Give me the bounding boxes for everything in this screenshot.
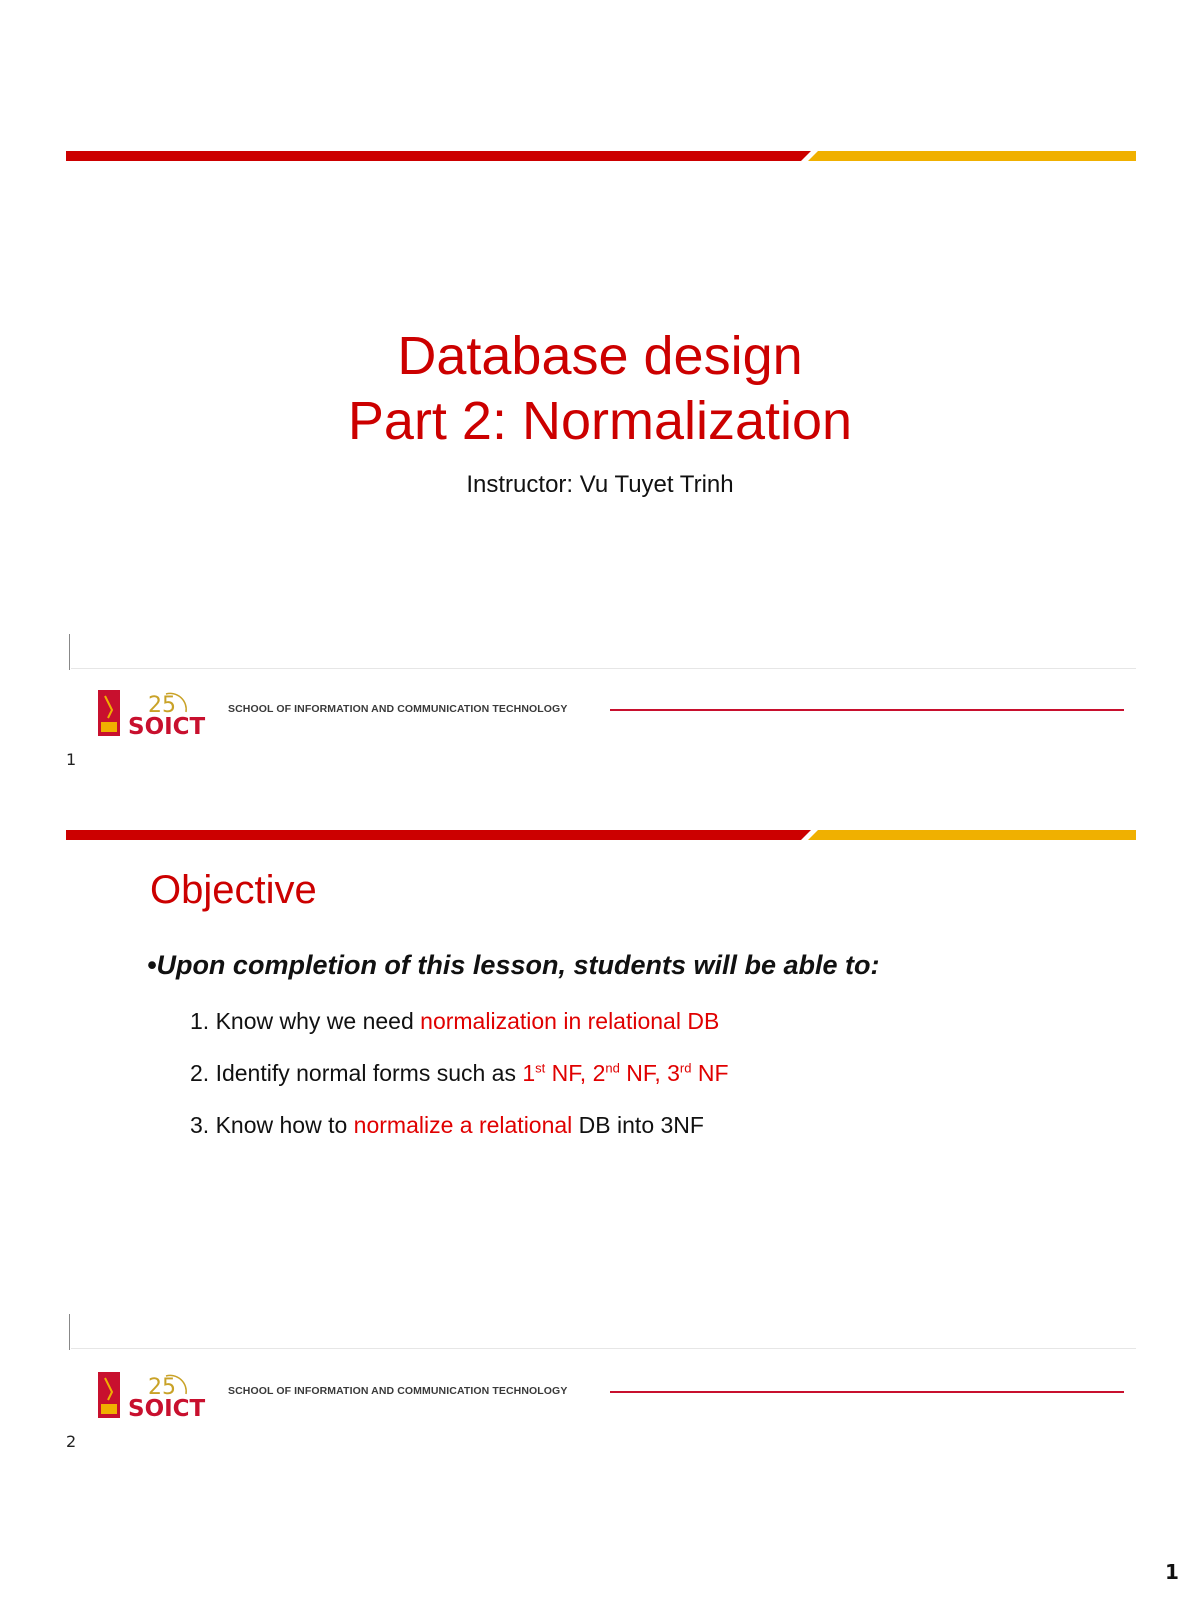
footer-red-line [610, 1391, 1124, 1393]
soict-logo [96, 686, 216, 740]
list-item: 3. Know how to normalize a relational DB into 3NF [190, 1112, 704, 1138]
top-banner-bar [66, 828, 1136, 842]
school-name: SCHOOL OF INFORMATION AND COMMUNICATION TECHNOLOGY [228, 703, 568, 715]
slide-heading: Objective [150, 868, 317, 912]
lead-text: •Upon completion of this lesson, students will be able to: [147, 950, 880, 980]
footer-rule [71, 668, 1136, 669]
footer-rule [71, 1348, 1136, 1349]
footer-red-line [610, 709, 1124, 711]
logo-word: SOICT [128, 1396, 206, 1422]
list-item: 2. Identify normal forms such as 1st NF, 2nd NF, 3rd NF [190, 1060, 729, 1086]
school-name: SCHOOL OF INFORMATION AND COMMUNICATION TECHNOLOGY [228, 1385, 568, 1397]
list-item: 1. Know why we need normalization in relational DB [190, 1008, 720, 1034]
title-line-1: Database design [397, 326, 803, 386]
title-line-2: Part 2: Normalization [347, 391, 853, 451]
top-banner-bar [66, 149, 1136, 163]
logo-word: SOICT [128, 714, 206, 740]
slide-number: 2 [66, 1432, 77, 1451]
footer-tick [69, 1314, 70, 1350]
slide-number: 1 [66, 750, 77, 769]
page-number: 1 [1165, 1560, 1179, 1584]
instructor-name: Instructor: Vu Tuyet Trinh [466, 471, 734, 498]
soict-logo [96, 1368, 216, 1422]
slide-2 [0, 800, 1200, 1500]
logo-number: 25 [148, 693, 176, 718]
footer-tick [69, 634, 70, 670]
logo-number: 25 [148, 1375, 176, 1400]
